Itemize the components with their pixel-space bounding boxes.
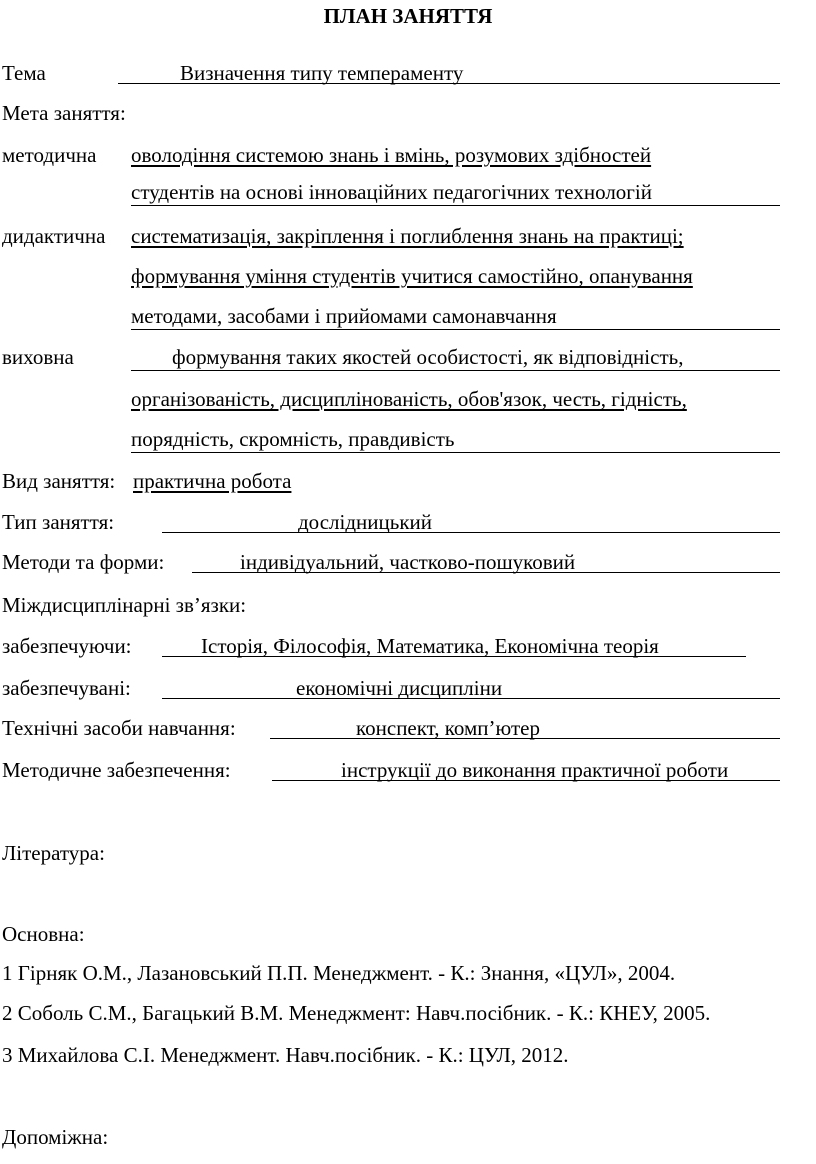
methodical-label: методична <box>2 143 97 167</box>
reference-item: 1 Гірняк О.М., Лазановський П.П. Менеджмент. - К.: Знання, «ЦУЛ», 2004. <box>2 961 676 985</box>
providing-label: забезпечуючи: <box>2 634 132 658</box>
educational-underline-3 <box>131 452 780 453</box>
page-title: ПЛАН ЗАНЯТТЯ <box>323 4 493 28</box>
literature-label: Література: <box>2 841 105 865</box>
reference-item: 2 Соболь С.М., Багацький В.М. Менеджмент: Навч.посібник. - К.: КНЕУ, 2005. <box>2 1001 711 1025</box>
topic-value: Визначення типу темпераменту <box>180 61 464 85</box>
tech-means-label: Технічні засоби навчання: <box>2 716 236 740</box>
educational-label: виховна <box>2 345 74 369</box>
lesson-kind-value: практична робота <box>133 469 292 493</box>
reference-item: 3 Михайлова С.І. Менеджмент. Навч.посібник. - К.: ЦУЛ, 2012. <box>2 1043 569 1067</box>
didactic-underline <box>131 329 780 330</box>
methods-label: Методи та форми: <box>2 550 165 574</box>
provided-value: економічні дисципліни <box>296 676 503 700</box>
main-literature-label: Основна: <box>2 922 85 946</box>
method-support-label: Методичне забезпечення: <box>2 758 231 782</box>
methodical-line-2: студентів на основі інноваційних педагогічних технологій <box>131 180 652 204</box>
providing-value: Історія, Філософія, Математика, Економічна теорія <box>201 634 659 658</box>
interdisciplinary-label: Міждисциплінарні зв’язки: <box>2 593 247 617</box>
didactic-label: дидактична <box>2 224 106 248</box>
topic-label: Тема <box>2 61 46 85</box>
lesson-type-label: Тип заняття: <box>2 510 115 534</box>
additional-literature-label: Допоміжна: <box>2 1125 109 1149</box>
lesson-type-value: дослідницький <box>298 510 432 534</box>
educational-line-2: організованість, дисциплінованість, обов'язок, честь, гідність, <box>131 387 687 411</box>
educational-line-1: формування таких якостей особистості, як відповідність, <box>172 345 684 369</box>
tech-means-value: конспект, комп’ютер <box>356 716 540 740</box>
methodical-underline <box>131 205 780 206</box>
lesson-kind-label: Вид заняття: <box>2 469 116 493</box>
educational-line-3: порядність, скромність, правдивість <box>131 427 455 451</box>
didactic-line-1: систематизація, закріплення і поглиблення знань на практиці; <box>131 224 684 248</box>
provided-label: забезпечувані: <box>2 676 131 700</box>
method-support-value: інструкції до виконання практичної роботи <box>341 758 729 782</box>
methods-value: індивідуальний, частково-пошуковий <box>240 550 576 574</box>
didactic-line-2: формування уміння студентів учитися самостійно, опанування <box>131 264 693 288</box>
lesson-type-underline <box>162 532 780 533</box>
methodical-line-1: оволодіння системою знань і вмінь, розумових здібностей <box>131 143 652 167</box>
educational-underline-1 <box>131 370 780 371</box>
didactic-line-3: методами, засобами і прийомами самонавчання <box>131 304 557 328</box>
goal-label: Мета заняття: <box>2 101 126 125</box>
